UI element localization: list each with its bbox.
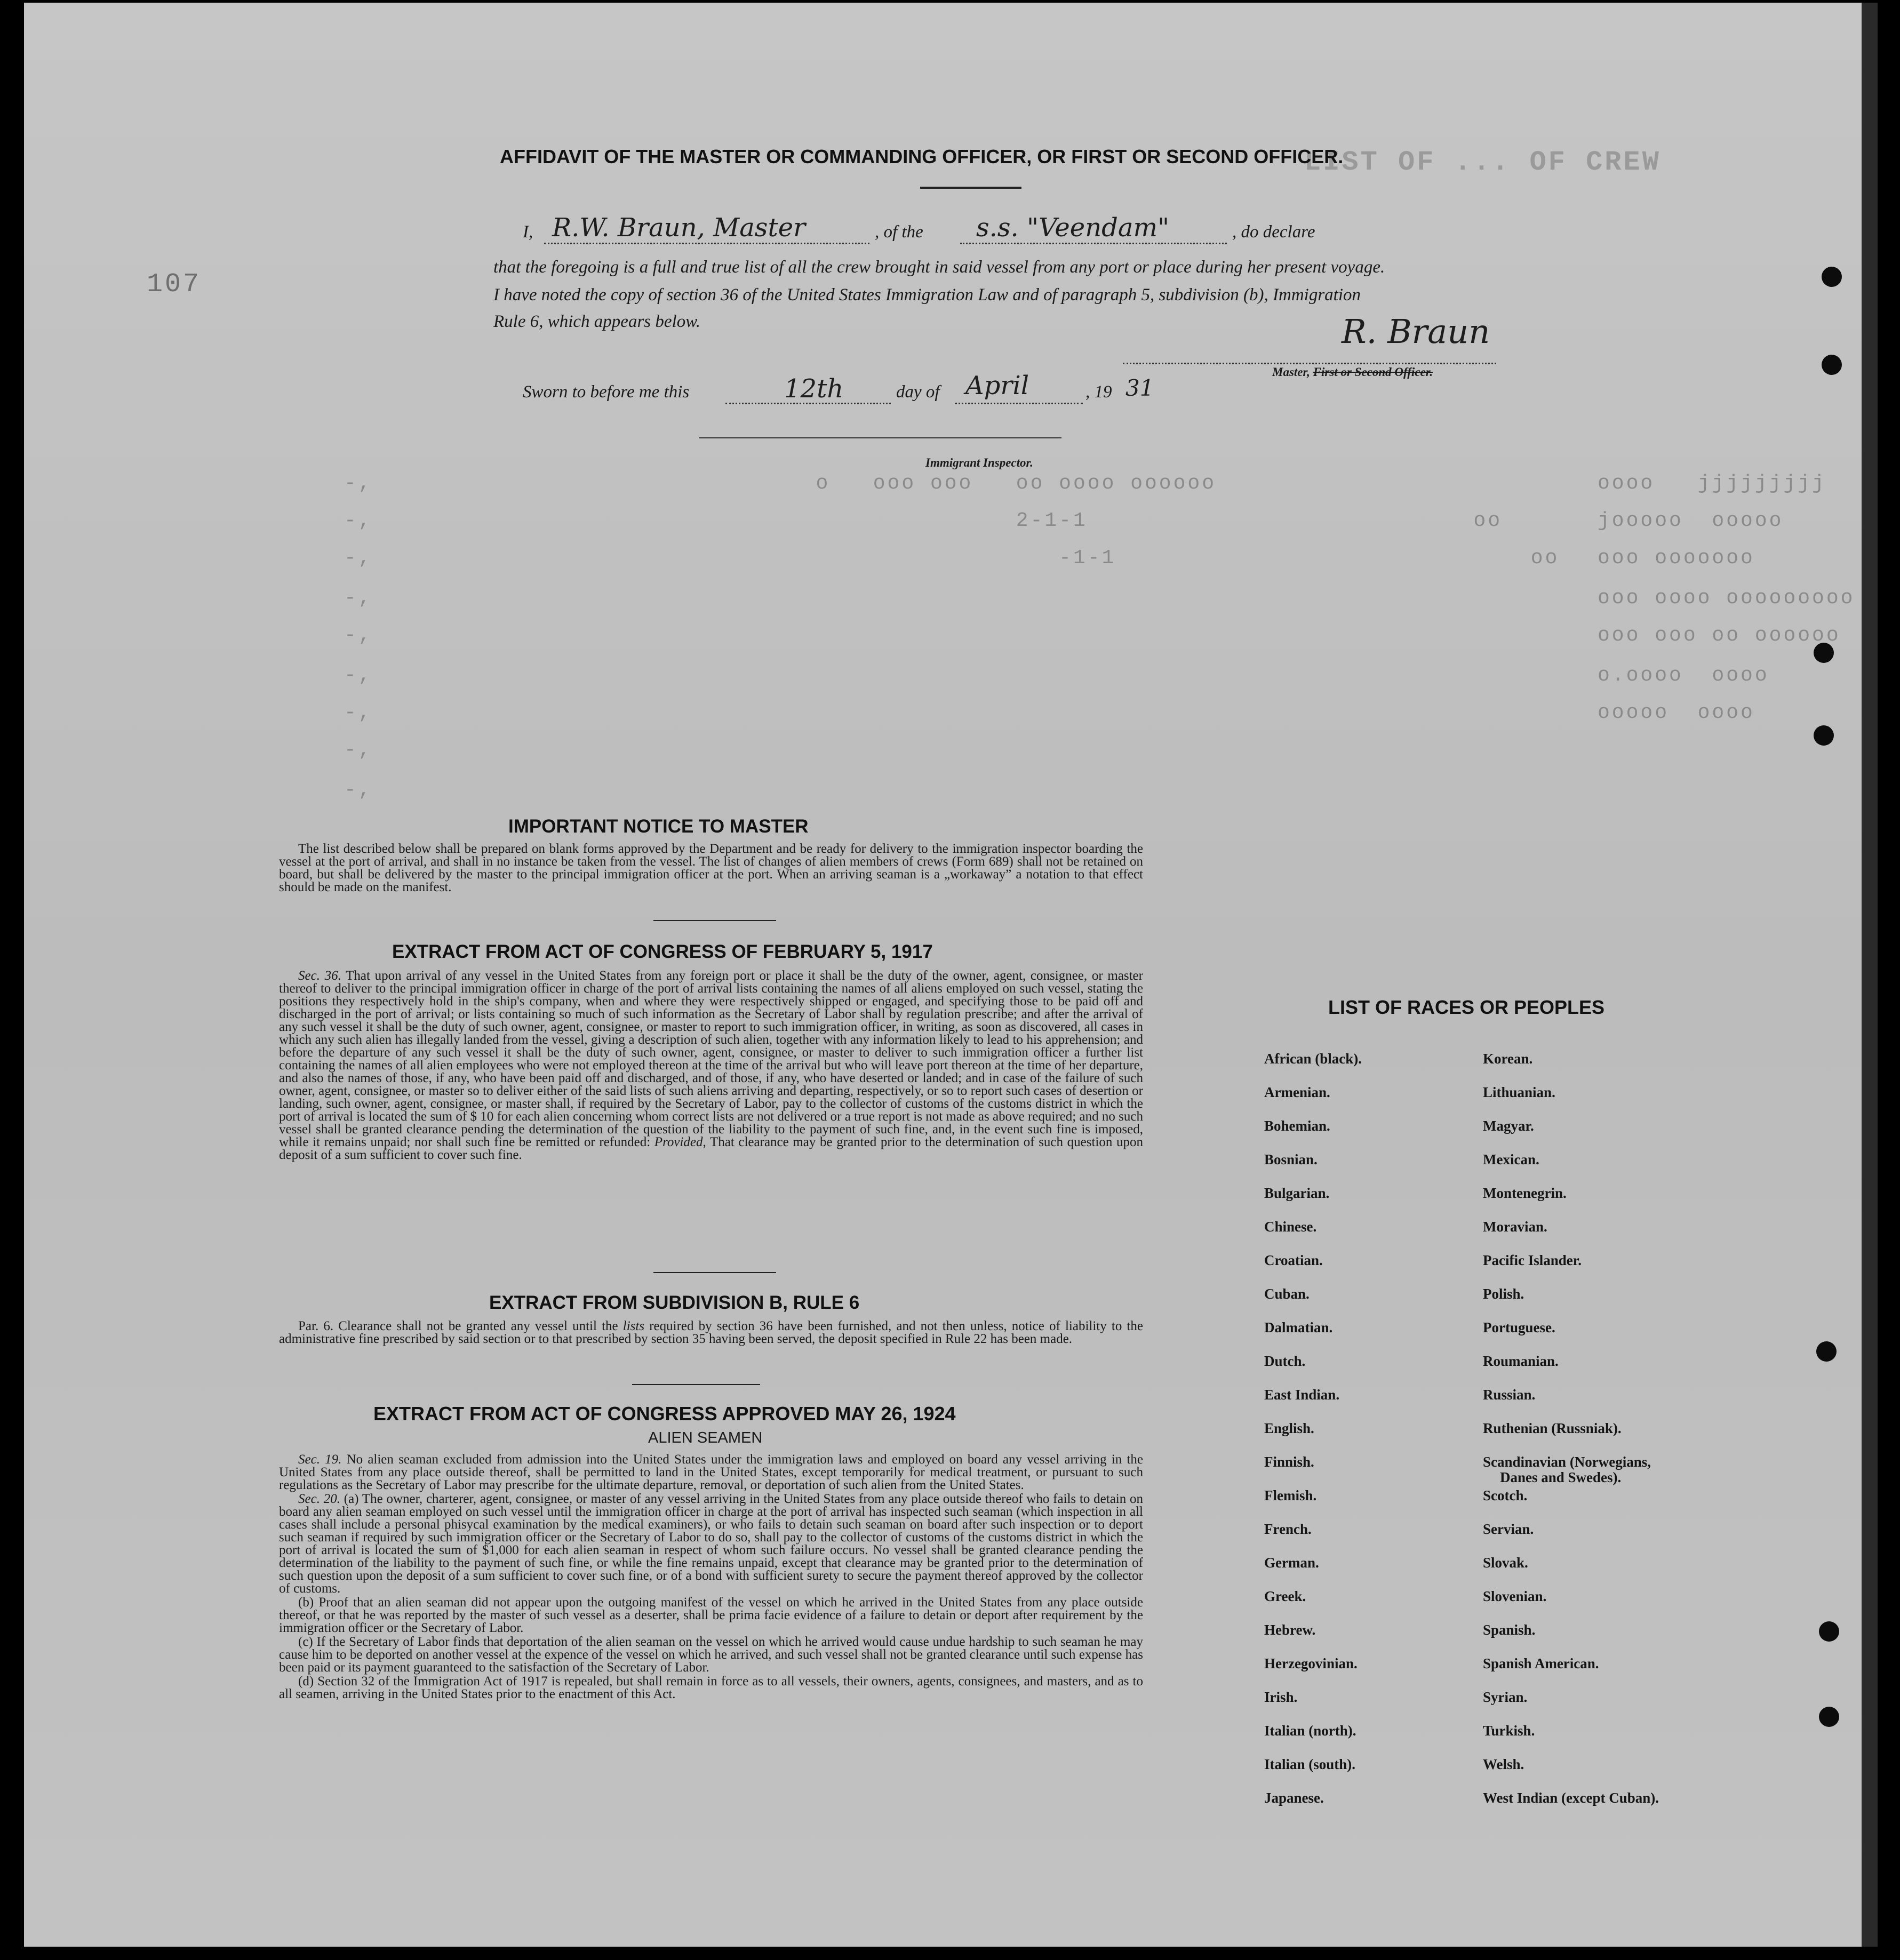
race-item: Dalmatian. <box>1264 1319 1333 1335</box>
notice-title: IMPORTANT NOTICE TO MASTER <box>508 816 809 837</box>
punch-hole <box>1822 355 1842 375</box>
race-item: Polish. <box>1483 1286 1524 1302</box>
punch-hole <box>1814 725 1834 746</box>
subdivision-text <box>279 1320 1143 1347</box>
race-item: Scotch. <box>1483 1487 1528 1503</box>
subdivision-title: EXTRACT FROM SUBDIVISION B, RULE 6 <box>489 1292 860 1313</box>
par6-text-b: required by section 36 have been furnished, and not then unless, notice of liability to the administrative fine prescribed by said section or to that prescribed by section 35 having been served, the deposit specified in Rule 22 has been made. <box>279 1319 1144 1346</box>
race-item: Bosnian. <box>1264 1151 1318 1167</box>
inspector-caption: Immigrant Inspector. <box>925 456 1033 469</box>
section-rule <box>653 920 776 921</box>
sworn-prefix: Sworn to before me this <box>523 382 690 402</box>
race-item: Herzegovinian. <box>1264 1655 1358 1671</box>
race-item: Slovak. <box>1483 1555 1528 1571</box>
race-item: Italian (north). <box>1264 1723 1356 1739</box>
sec19-text: No alien seaman excluded from admission into the United States under the immigration laws and employed on board any vessel arriving in the United States from any place outside thereof, shall be permitted to land in the United States, except temporarily for medical treatment, or pursuant to such regulations as the Secretary of Labor may prescribe for the ultimate departure, removal, or deportation of such alien from the United States. <box>279 1452 1143 1492</box>
ghost-row: -, <box>344 701 373 724</box>
master-name-line <box>544 243 869 244</box>
caption-officer-struck: First or Second Officer. <box>1313 365 1433 379</box>
race-item: Turkish. <box>1483 1723 1535 1739</box>
section-rule <box>632 1384 760 1385</box>
race-item: Irish. <box>1264 1689 1298 1705</box>
affidavit-line-2: that the foregoing is a full and true list of all the crew brought in said vessel from any port or place during her present voyage. <box>493 258 1385 277</box>
races-right-column <box>1483 1051 1659 1823</box>
day-of-label: day of <box>896 382 940 402</box>
lists-word: lists <box>622 1319 645 1333</box>
race-item: Finnish. <box>1264 1454 1314 1470</box>
race-item: Roumanian. <box>1483 1353 1559 1369</box>
races-title: LIST OF RACES OR PEOPLES <box>1328 996 1605 1018</box>
notice-paragraph: The list described below shall be prepared on blank forms approved by the Department and be ready for delivery to the immigration inspector boarding the vessel at the port of arrival, and shall in no instance be taken from the vessel. The list of changes of alien members of crews (Form 689) shall not be retained on board, but shall be delivered by the master to the principal immigration officer at the port. When an arriving seaman is a „workaway” a notation to that effect should be made on the manifest. <box>279 842 1143 894</box>
race-item: Croatian. <box>1264 1252 1323 1268</box>
vessel-name-handwritten: s.s. "Veendam" <box>976 213 1170 243</box>
i-prefix: I, <box>523 222 533 242</box>
race-item: Portuguese. <box>1483 1319 1555 1335</box>
sec36-label: Sec. 36. <box>298 969 341 983</box>
ghost-row: -, <box>344 739 373 762</box>
race-item: West Indian (except Cuban). <box>1483 1790 1659 1806</box>
caption-master: Master, <box>1272 365 1310 379</box>
race-item: East Indian. <box>1264 1387 1340 1403</box>
extract-1924-text <box>279 1453 1143 1702</box>
races-left-column <box>1264 1051 1362 1823</box>
provided-label: Provided, <box>654 1135 706 1149</box>
race-item: Montenegrin. <box>1483 1185 1567 1201</box>
race-item: Chinese. <box>1264 1219 1317 1235</box>
page-edge <box>1862 3 1878 1947</box>
ghost-row: -, -1-1 oo <box>344 547 1560 570</box>
race-item: Bohemian. <box>1264 1118 1330 1134</box>
race-item: Spanish American. <box>1483 1655 1599 1671</box>
sec36-text-b: That clearance may be granted prior to the determination of such question upon deposit of a sum sufficient to cover such fine. <box>279 1135 1143 1162</box>
document-sheet <box>24 3 1878 1947</box>
affidavit-title: AFFIDAVIT OF THE MASTER OR COMMANDING OFFICER, OR FIRST OR SECOND OFFICER. <box>500 146 1344 167</box>
par6-text-a: Clearance shall not be granted any vessel until the <box>338 1319 618 1333</box>
ghost-row: -, <box>344 664 373 687</box>
sec20-label: Sec. 20. <box>298 1492 340 1506</box>
sec19-paragraph <box>279 1453 1143 1492</box>
master-name-handwritten: R.W. Braun, Master <box>552 213 806 243</box>
sec20d-paragraph: (d) Section 32 of the Immigration Act of 1917 is repealed, but shall remain in force as to all vessels, their owners, agents, consignees, and masters, and as to all seamen, arriving in the United States prior to the enactment of this Act. <box>279 1674 1143 1701</box>
par6-paragraph <box>279 1320 1143 1346</box>
master-signature: R. Braun <box>1342 312 1490 351</box>
race-item: Mexican. <box>1483 1151 1539 1167</box>
extract-1917-text <box>279 970 1143 1163</box>
race-item: German. <box>1264 1555 1319 1571</box>
sworn-month-handwritten: April <box>965 371 1029 401</box>
ghost-row: -, <box>344 587 373 610</box>
race-item: Armenian. <box>1264 1084 1330 1100</box>
race-item: Scandinavian (Norwegians, <box>1483 1454 1651 1470</box>
race-item: French. <box>1264 1521 1312 1537</box>
ghost-row: o.oooo oooo <box>1598 664 1769 687</box>
declare-label: , do declare <box>1232 222 1315 242</box>
ghost-row: -, 2-1-1 oo <box>344 509 1503 532</box>
punch-hole <box>1816 1341 1837 1362</box>
sec20a-text: (a) The owner, charterer, agent, consignee, or master of any vessel arriving in the United States from any place outside thereof who fails to detain on board any alien seaman employed on such vessel until the immigration officer in charge at the port of arrival has inspected such seaman (which inspection in all cases shall include a personal phisycal examination by the medical examiners), or who fails to detain such seaman on board after such inspection or to deport such seaman if required by such immigration officer or the Secretary of Labor to do so, shall pay to the collector of customs of the customs district in which the port of arrival is located the sum of $1,000 for each alien seaman in respect of whom such failure occurs. No vessel shall be granted clearance pending the determination of the liability to the payment of such fine, or while the fine remains unpaid, except that clearance may be granted prior to the determination of such question upon the deposit of a sum sufficient to cover such fine, or of a bond with sufficient surety to secure the payment thereof approved by the collector of customs. <box>279 1492 1144 1596</box>
ghost-header: LIST OF ... OF CREW <box>1304 147 1661 178</box>
extract-1924-title: EXTRACT FROM ACT OF CONGRESS APPROVED MAY 26, 1924 <box>373 1403 956 1425</box>
race-item: Servian. <box>1483 1521 1534 1537</box>
race-item: Korean. <box>1483 1051 1533 1067</box>
ghost-row: ooooo oooo <box>1598 701 1755 724</box>
race-item: Dutch. <box>1264 1353 1306 1369</box>
margin-number: 107 <box>147 269 202 300</box>
ghost-row: ooo ooooooo <box>1598 547 1755 570</box>
affidavit-line-4: Rule 6, which appears below. <box>493 312 701 331</box>
sec36-paragraph <box>279 970 1143 1162</box>
section-rule <box>653 1272 776 1273</box>
race-item: Moravian. <box>1483 1219 1547 1235</box>
race-item: Cuban. <box>1264 1286 1310 1302</box>
signature-line <box>1123 363 1496 364</box>
affidavit-line-1 <box>523 213 1515 248</box>
inspector-line <box>699 437 1061 438</box>
race-item: Ruthenian (Russniak). <box>1483 1420 1622 1436</box>
race-item: Russian. <box>1483 1387 1536 1403</box>
race-item: Flemish. <box>1264 1487 1317 1503</box>
race-item: Danes and Swedes). <box>1500 1469 1622 1485</box>
sec20b-paragraph: (b) Proof that an alien seaman did not appear upon the outgoing manifest of the vessel on which he arrived in the United States from any place outside thereof, or that he was reported by the master of such vessel as a deserter, shall be prima facie evidence of a failure to detain or deport after requirement by the immigration officer or the Secretary of Labor. <box>279 1595 1143 1635</box>
ghost-row: oooo jjjjjjjjj <box>1598 472 1826 495</box>
punch-hole <box>1822 267 1842 287</box>
signature-caption <box>1272 365 1433 379</box>
sec36-text-a: That upon arrival of any vessel in the United States from any foreign port or place it shall be the duty of the owner, agent, consignee, or master thereof to deliver to the principal immigration officer in charge of the port of arrival lists containing the names of all aliens employed on such vessel, stating the positions they respectively hold in the ship's company, when and where they were respectively shipped or engaged, and specifying those to be paid off and discharged in the port of arrival; or lists containing so much of such information as the Secretary of Labor shall by regulation prescribe; and after the arrival of any such vessel it shall be the duty of such owner, agent, consignee, or master to report to such immigration officer, in writing, as soon as discovered, all cases in which any such alien has illegally landed from the vessel, giving a description of such alien, together with any information likely to lead to his apprehension; and before the departure of any such vessel it shall be the duty of such owner, agent, consignee, or master to deliver to such immigration officer a further list containing the names of all alien employees who were not employed thereon at the time of the arrival but who will leave port thereon at the time of her departure, and also the names of those, if any, who have been paid off and discharged, and of those, if any, who have deserted or landed; and in case of the failure of such owner, agent, consignee, or master so to deliver either of the said lists of such aliens arriving and departing, respectively, or so to report such cases of desertion or landing, such owner, agent, consignee, or master shall, if required by the Secretary of Labor, pay to the collector of customs of the customs district in which the port of arrival is located the sum of $ 10 for each alien concerning whom correct lists are not delivered or a true report is not made as above required; and no such vessel shall be granted clearance pending the determination of the question of the liability to the payment of such fine, and, in the event such fine is imposed, while it remains unpaid; nor shall such fine be remitted or refunded: <box>279 969 1143 1149</box>
par6-label: Par. 6. <box>298 1319 334 1333</box>
alien-seamen-subtitle: ALIEN SEAMEN <box>648 1429 763 1446</box>
race-item: Lithuanian. <box>1483 1084 1555 1100</box>
race-item: Italian (south). <box>1264 1756 1356 1772</box>
ghost-row: -, o ooo ooo oo oooo oooooo <box>344 472 1217 495</box>
sec20c-paragraph: (c) If the Secretary of Labor finds that deportation of the alien seaman on the vessel on which he arrived would cause undue hardship to such seaman he may cause him to be deported on another vessel at the expence of the vessel on which he arrived, and such vessel shall not be granted clearance until such expense has been paid or its payment guaranteed to the satisfaction of the Secretary of Labor. <box>279 1635 1143 1675</box>
race-item: Greek. <box>1264 1588 1306 1604</box>
race-item: Magyar. <box>1483 1118 1534 1134</box>
year-handwritten: 31 <box>1125 375 1154 401</box>
affidavit-line-3: I have noted the copy of section 36 of the United States Immigration Law and of paragraph 5, subdivision (b), Immigration <box>493 285 1361 305</box>
race-item: Syrian. <box>1483 1689 1528 1705</box>
race-item: Welsh. <box>1483 1756 1524 1772</box>
race-item: Japanese. <box>1264 1790 1324 1806</box>
race-item: Bulgarian. <box>1264 1185 1330 1201</box>
race-item: Slovenian. <box>1483 1588 1547 1604</box>
notice-text <box>279 843 1143 895</box>
sworn-day-handwritten: 12th <box>784 374 844 404</box>
race-item: Pacific Islander. <box>1483 1252 1582 1268</box>
race-item: Spanish. <box>1483 1622 1536 1638</box>
vessel-name-line <box>960 243 1227 244</box>
ghost-row: jooooo ooooo <box>1598 509 1784 532</box>
title-rule <box>920 187 1021 189</box>
sec19-label: Sec. 19. <box>298 1452 342 1467</box>
ghost-row: ooo ooo oo oooooo <box>1598 624 1841 647</box>
race-item: African (black). <box>1264 1051 1362 1067</box>
punch-hole <box>1819 1707 1839 1727</box>
race-item: English. <box>1264 1420 1314 1436</box>
race-item: Hebrew. <box>1264 1622 1316 1638</box>
year-prefix: , 19 <box>1085 382 1112 402</box>
punch-hole <box>1819 1621 1839 1642</box>
ghost-row: -, <box>344 624 373 647</box>
ghost-row: ooo oooo ooooooooo <box>1598 587 1855 610</box>
sworn-line <box>523 371 1270 408</box>
sec20a-paragraph <box>279 1493 1143 1595</box>
extract-1917-title: EXTRACT FROM ACT OF CONGRESS OF FEBRUARY 5, 1917 <box>392 941 933 962</box>
month-line <box>955 403 1083 404</box>
ghost-row: -, <box>344 779 373 802</box>
of-the-label: , of the <box>875 222 923 242</box>
